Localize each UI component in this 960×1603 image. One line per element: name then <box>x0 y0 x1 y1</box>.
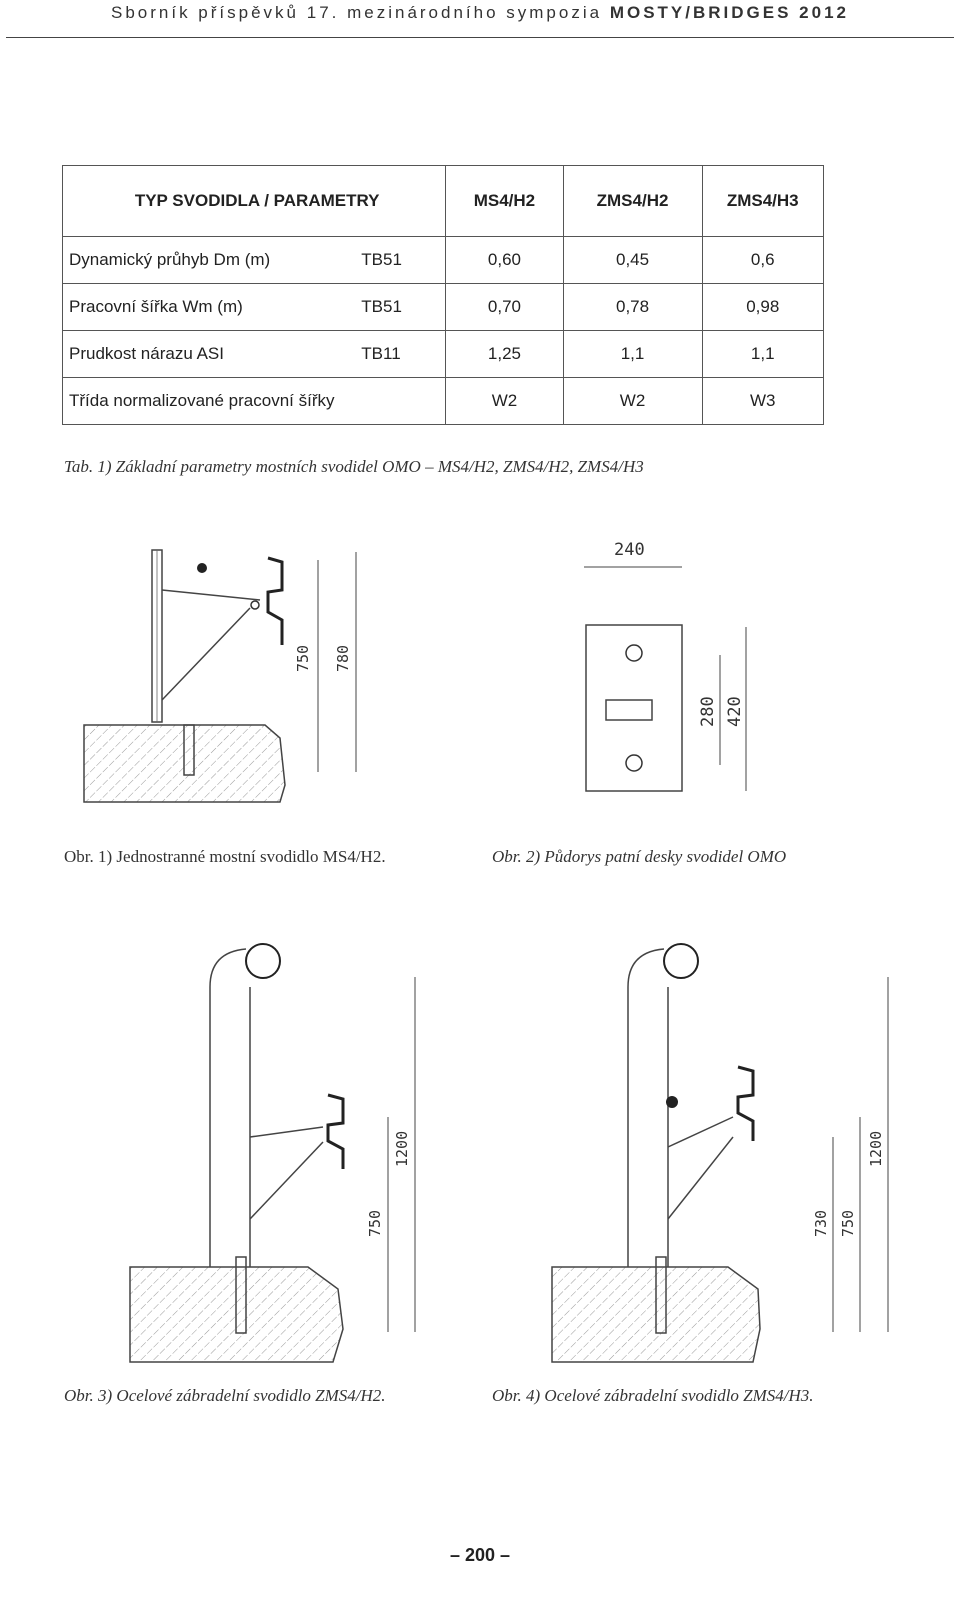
table-cell: 0,45 <box>563 237 702 284</box>
page-number: – 200 – <box>449 1545 511 1565</box>
table-caption: Tab. 1) Základní parametry mostních svodidel OMO – MS4/H2, ZMS4/H2, ZMS4/H3 <box>64 457 644 476</box>
figure-3-caption: Obr. 3) Ocelové zábradelní svodidlo ZMS4/H2. <box>64 1386 386 1405</box>
figure-1-drawing <box>80 540 380 810</box>
table-header-cell: MS4/H2 <box>446 166 563 237</box>
param-name: Třída normalizované pracovní šířky <box>69 391 335 410</box>
table-cell-name <box>63 237 446 284</box>
header-bold: MOSTY/BRIDGES 2012 <box>609 3 849 22</box>
param-name: Prudkost nárazu ASI <box>69 344 224 363</box>
test-code: TB51 <box>361 250 402 269</box>
table-cell-name <box>63 331 446 378</box>
param-name: Dynamický průhyb Dm (m) <box>69 250 271 269</box>
table-cell: W2 <box>563 378 702 425</box>
figure-2-drawing <box>570 535 770 803</box>
dimension-label: 730 <box>812 1209 830 1237</box>
table-row <box>63 378 824 425</box>
table-cell: 0,78 <box>563 284 702 331</box>
test-code <box>361 391 431 411</box>
dimension-label: 240 <box>614 540 645 560</box>
dimension-label: 750 <box>366 1209 384 1237</box>
dimension-label: 280 <box>698 696 718 727</box>
table-cell: W2 <box>446 378 563 425</box>
table-header-cell: TYP SVODIDLA / PARAMETRY <box>63 166 446 237</box>
table-cell-name <box>63 378 446 425</box>
table-header-row <box>63 166 824 237</box>
table-cell: 0,6 <box>702 237 824 284</box>
table-cell: 1,1 <box>702 331 824 378</box>
figure-2-caption: Obr. 2) Půdorys patní desky svodidel OMO <box>492 847 787 866</box>
param-name: Pracovní šířka Wm (m) <box>69 297 243 316</box>
table-cell: W3 <box>702 378 824 425</box>
dimension-label: 1200 <box>867 1130 885 1167</box>
test-code: TB51 <box>361 297 402 316</box>
table-cell: 0,70 <box>446 284 563 331</box>
dimension-label: 750 <box>839 1209 857 1237</box>
table-header-cell: ZMS4/H3 <box>702 166 824 237</box>
dimension-label: 420 <box>725 696 745 727</box>
table-row <box>63 331 824 378</box>
table-cell-name <box>63 284 446 331</box>
figure-1-caption: Obr. 1) Jednostranné mostní svodidlo MS4/H2. <box>64 847 386 866</box>
header-prefix: Sborník příspěvků 17. mezinárodního sympozia <box>111 3 603 22</box>
figure-3-drawing <box>118 937 418 1367</box>
parameters-table <box>62 165 824 425</box>
running-header <box>0 0 960 38</box>
table-cell: 0,98 <box>702 284 824 331</box>
figure-4-caption: Obr. 4) Ocelové zábradelní svodidlo ZMS4/H3. <box>492 1386 814 1405</box>
figure-4-drawing <box>548 937 898 1367</box>
test-code: TB11 <box>361 344 401 363</box>
table-header-cell: ZMS4/H2 <box>563 166 702 237</box>
dimension-label: 750 <box>294 644 312 672</box>
table-cell: 1,25 <box>446 331 563 378</box>
header-rule <box>6 37 954 38</box>
dimension-label: 1200 <box>393 1130 411 1167</box>
table-cell: 0,60 <box>446 237 563 284</box>
table-cell: 1,1 <box>563 331 702 378</box>
dimension-label: 780 <box>334 644 352 672</box>
table-row <box>63 284 824 331</box>
table-row <box>63 237 824 284</box>
